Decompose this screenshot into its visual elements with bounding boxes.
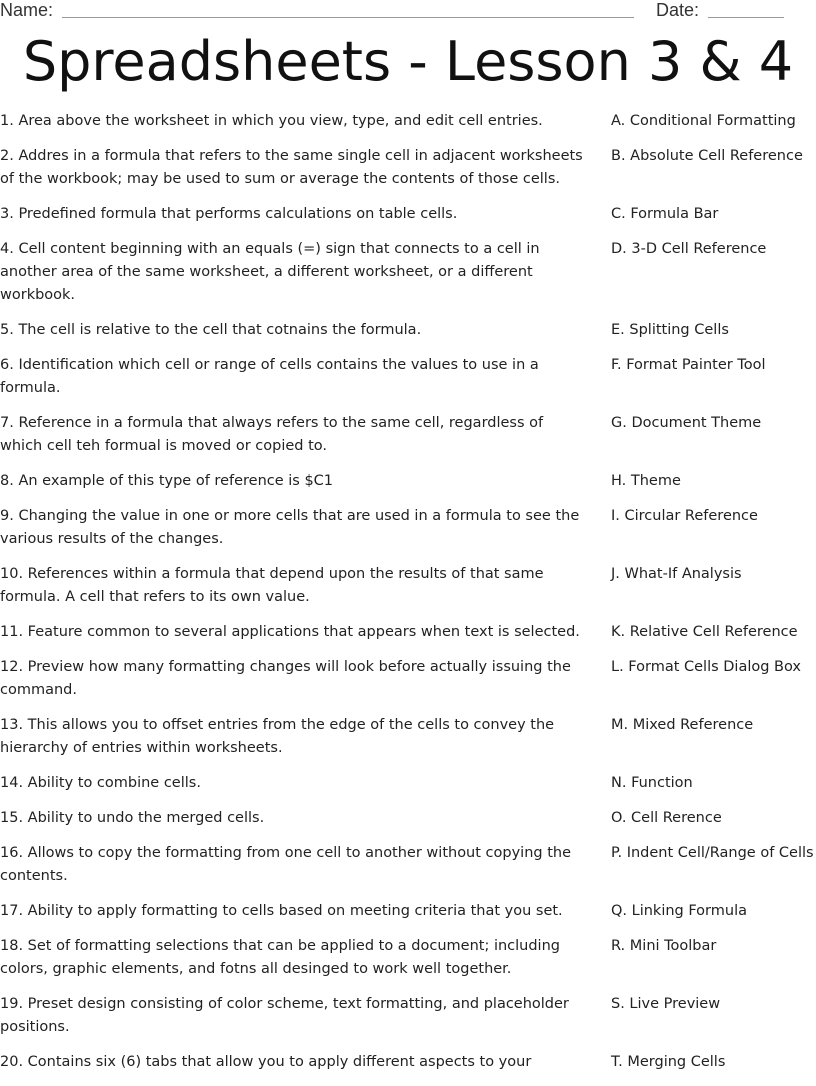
answer-option: O. Cell Rerence	[611, 810, 722, 826]
clue-text: 15. Ability to undo the merged cells.	[0, 810, 265, 826]
match-row	[0, 563, 816, 609]
date-blank-line	[708, 17, 784, 18]
clue-text: 14. Ability to combine cells.	[0, 775, 201, 791]
match-row	[0, 238, 816, 307]
match-row	[0, 110, 816, 133]
clue-text: 4. Cell content beginning with an equals (=) sign that connects to a cell in another area of the same worksheet, a different worksheet, or a different workbook.	[0, 241, 540, 303]
match-row	[0, 621, 816, 644]
clue-text: 1. Area above the worksheet in which you view, type, and edit cell entries.	[0, 113, 543, 129]
answer-option: L. Format Cells Dialog Box	[611, 659, 802, 675]
match-row	[0, 354, 816, 400]
answer-option: D. 3-D Cell Reference	[611, 241, 767, 257]
match-row	[0, 772, 816, 795]
clue-text: 2. Addres in a formula that refers to the same single cell in adjacent worksheets of the workbook; may be used to sum or average the contents of those cells.	[0, 148, 583, 187]
clue-text: 19. Preset design consisting of color scheme, text formatting, and placeholder positions.	[0, 996, 569, 1035]
match-row	[0, 412, 816, 458]
answer-option: R. Mini Toolbar	[611, 938, 717, 954]
clue-text: 9. Changing the value in one or more cells that are used in a formula to see the various results of the changes.	[0, 508, 580, 547]
date-label: Date:	[656, 0, 700, 20]
match-row	[0, 319, 816, 342]
clue-text: 18. Set of formatting selections that can be applied to a document; including colors, graphic elements, and fotns all desinged to work well together.	[0, 938, 560, 977]
clue-text: 13. This allows you to offset entries from the edge of the cells to convey the hierarchy of entries within worksheets.	[0, 717, 555, 756]
clue-text: 5. The cell is relative to the cell that cotnains the formula.	[0, 322, 422, 338]
answer-option: J. What-If Analysis	[611, 566, 742, 582]
match-row	[0, 1051, 816, 1074]
clue-text: 3. Predefined formula that performs calculations on table cells.	[0, 206, 458, 222]
match-row	[0, 145, 816, 191]
answer-option: S. Live Preview	[611, 996, 721, 1012]
match-row	[0, 470, 816, 493]
match-row	[0, 842, 816, 888]
match-row	[0, 203, 816, 226]
answer-option: K. Relative Cell Reference	[611, 624, 798, 640]
match-row	[0, 714, 816, 760]
answer-option: P. Indent Cell/Range of Cells	[611, 845, 814, 861]
name-date-header	[0, 0, 816, 24]
match-row	[0, 993, 816, 1039]
matching-list	[0, 110, 816, 1086]
answer-option: Q. Linking Formula	[611, 903, 747, 919]
answer-option: T. Merging Cells	[611, 1054, 726, 1070]
clue-text: 8. An example of this type of reference is $C1	[0, 473, 334, 489]
match-row	[0, 900, 816, 923]
answer-option: F. Format Painter Tool	[611, 357, 766, 373]
match-row	[0, 935, 816, 981]
clue-text: 10. References within a formula that depend upon the results of that same formula. A cell that refers to its own value.	[0, 566, 544, 605]
answer-option: H. Theme	[611, 473, 681, 489]
answer-option: G. Document Theme	[611, 415, 762, 431]
answer-option: B. Absolute Cell Reference	[611, 148, 803, 164]
page-title: Spreadsheets - Lesson 3 & 4	[22, 30, 794, 93]
name-blank-line	[62, 17, 634, 18]
answer-option: C. Formula Bar	[611, 206, 719, 222]
match-row	[0, 807, 816, 830]
answer-option: A. Conditional Formatting	[611, 113, 796, 129]
clue-text: 12. Preview how many formatting changes will look before actually issuing the command.	[0, 659, 571, 698]
name-label: Name:	[0, 0, 54, 20]
clue-text: 20. Contains six (6) tabs that allow you to apply different aspects to your	[0, 1054, 532, 1070]
match-row	[0, 505, 816, 551]
clue-text: 16. Allows to copy the formatting from one cell to another without copying the contents.	[0, 845, 572, 884]
match-row	[0, 656, 816, 702]
clue-text: 7. Reference in a formula that always refers to the same cell, regardless of which cell teh formual is moved or copied to.	[0, 415, 544, 454]
answer-option: I. Circular Reference	[611, 508, 758, 524]
answer-option: M. Mixed Reference	[611, 717, 754, 733]
answer-option: E. Splitting Cells	[611, 322, 729, 338]
clue-text: 17. Ability to apply formatting to cells based on meeting criteria that you set.	[0, 903, 563, 919]
clue-text: 11. Feature common to several applications that appears when text is selected.	[0, 624, 580, 640]
clue-text: 6. Identification which cell or range of cells contains the values to use in a formula.	[0, 357, 539, 396]
answer-option: N. Function	[611, 775, 693, 791]
